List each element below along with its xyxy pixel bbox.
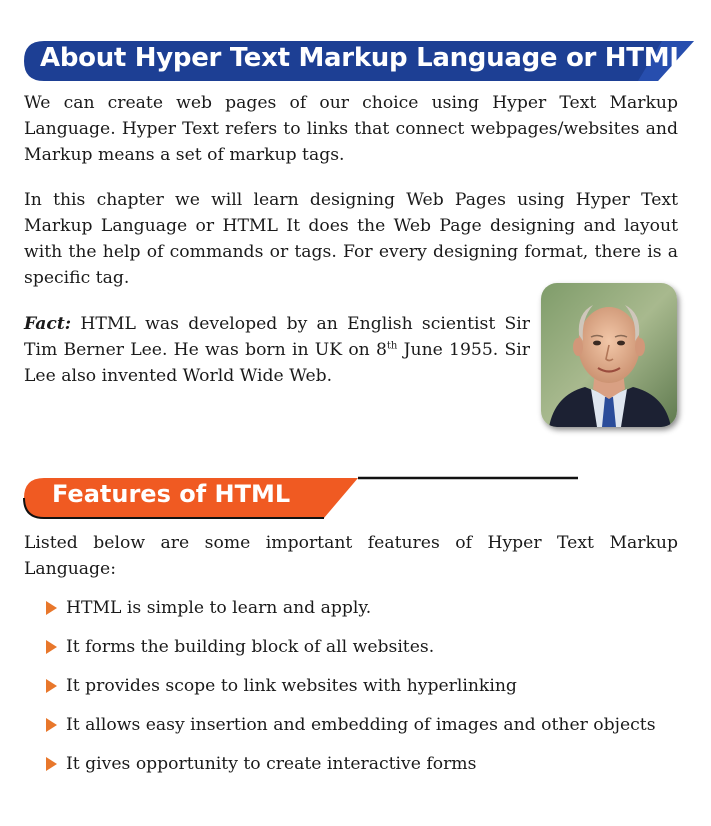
fact-superscript: th — [386, 340, 398, 352]
list-item-text: It gives opportunity to create interactive forms — [66, 754, 477, 774]
orange-arrow-bullet-icon — [46, 679, 57, 693]
fact-text-1: HTML was developed by an English scientist Sir Tim Berner Lee. He was born in UK on 8 — [24, 314, 530, 360]
features-heading-banner — [22, 474, 582, 520]
list-item — [46, 595, 656, 634]
list-item — [46, 634, 656, 673]
list-item — [46, 751, 656, 790]
list-item-text: HTML is simple to learn and apply. — [66, 598, 372, 618]
orange-arrow-bullet-icon — [46, 757, 57, 771]
list-item-text: It provides scope to link websites with hyperlinking — [66, 676, 517, 696]
features-intro: Listed below are some important features of Hyper Text Markup Language: — [24, 533, 678, 579]
orange-arrow-bullet-icon — [46, 640, 57, 654]
about-paragraph-1: We can create web pages of our choice using Hyper Text Markup Language. Hyper Text refers to links that connect webpages/websites and Markup means a set of markup tags. — [24, 93, 678, 165]
orange-arrow-bullet-icon — [46, 601, 57, 615]
about-html-heading: About Hyper Text Markup Language or HTML — [40, 43, 686, 73]
list-item — [46, 673, 656, 712]
about-html-heading-banner — [22, 38, 694, 84]
features-heading: Features of HTML — [52, 480, 291, 508]
list-item-text: It forms the building block of all websites. — [66, 637, 435, 657]
orange-arrow-bullet-icon — [46, 718, 57, 732]
list-item-text: It allows easy insertion and embedding of images and other objects — [66, 715, 656, 735]
about-paragraph-2: In this chapter we will learn designing Web Pages using Hyper Text Markup Language or HTML It does the Web Page designing and layout with the help of commands or tags. For every designing format, there is a specific tag. — [24, 190, 678, 288]
features-list — [46, 595, 656, 790]
fact-label: Fact: — [24, 314, 72, 334]
list-item — [46, 712, 656, 751]
fact-text-2: June 1955. Sir Lee also invented World Wide Web. — [24, 340, 530, 386]
fact-paragraph — [24, 311, 530, 389]
portrait-photo-icon — [541, 283, 677, 427]
